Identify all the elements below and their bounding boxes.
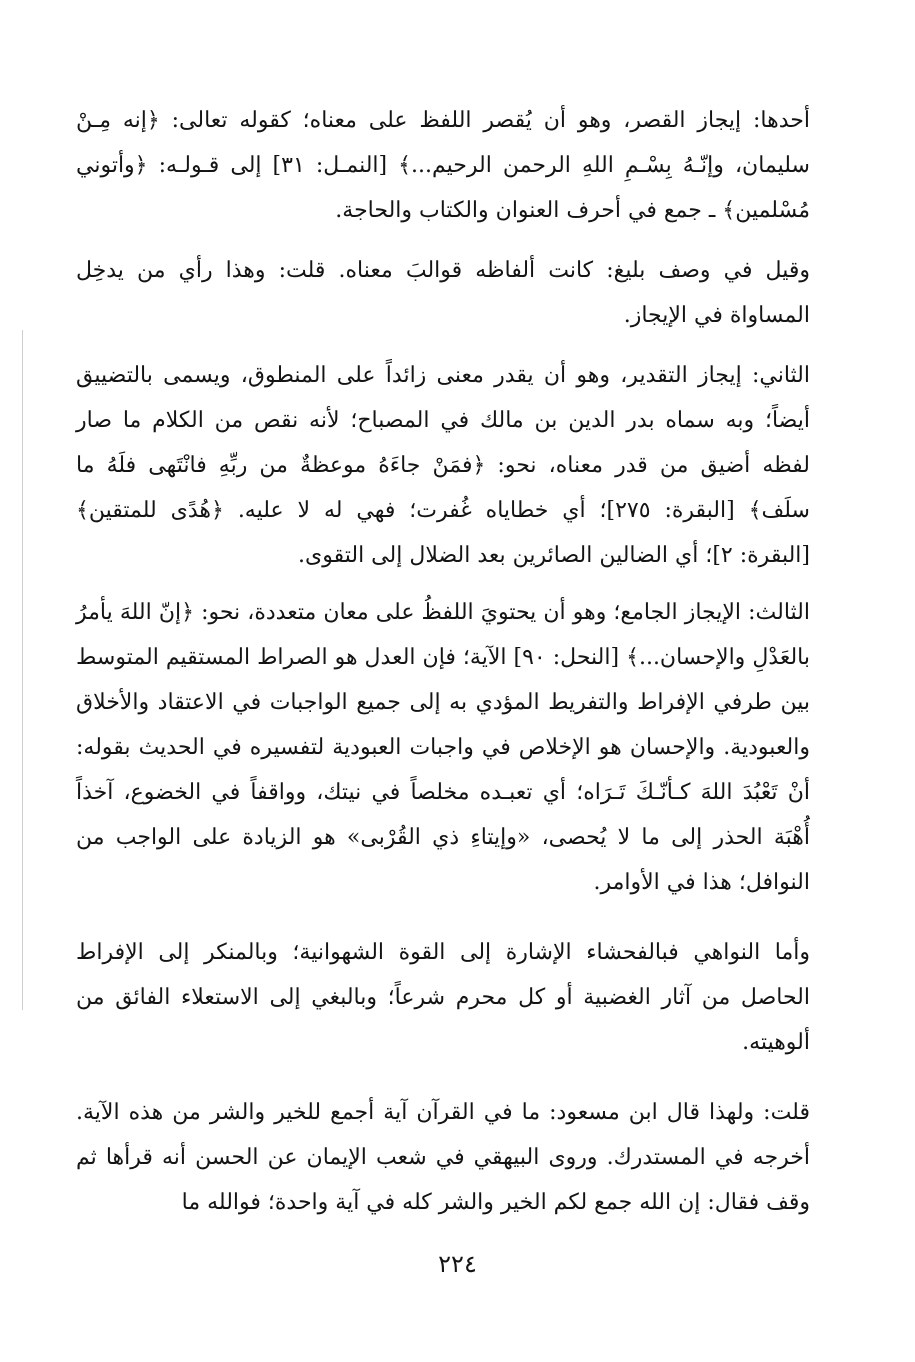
paragraph-text: أحدها: إيجاز القصر، وهو أن يُقصر اللفظ على معناه؛ كقوله تعالى: ﴿إنه مِـنْ سليمان، وإنّـهُ بِسْـمِ اللهِ الرحمن الرحيم...﴾ [النمـل: ٣١] إلى قـولـه: ﴿وأتوني مُسْلمين﴾ ـ جمع في أحرف العنوان والكتاب والحاجة. bbox=[76, 108, 810, 223]
paragraph-text: قلت: ولهذا قال ابن مسعود: ما في القرآن آية أجمع للخير والشر من هذه الآية. أخرجه في المستدرك. وروى البيهقي في شعب الإيمان عن الحسن أنه قرأها ثم وقف فقال: إن الله جمع لكم الخير والشر كله في آية واحدة؛ فوالله ما bbox=[76, 1100, 810, 1215]
paragraph-ijaz-taqdir bbox=[76, 353, 810, 578]
paragraph-ijaz-qasr bbox=[76, 98, 810, 233]
paragraph-text: الثالث: الإيجاز الجامع؛ وهو أن يحتويَ اللفظُ على معان متعددة، نحو: ﴿إنّ اللهَ يأمرُ بالعَدْلِ والإحسان...﴾ [النحل: ٩٠] الآية؛ فإن العدل هو الصراط المستقيم المتوسط بين طرفي الإفراط والتفريط المؤدي به إلى جميع الواجبات في الاعتقاد والأخلاق والعبودية. والإحسان هو الإخلاص في واجبات العبودية لتفسيره في الحديث بقوله: أنْ تَعْبُدَ اللهَ كـأنّـكَ تَـرَاه؛ أي تعبـده مخلصاً في نيتك، وواقفاً في الخضوع، آخذاً أُهْبَة الحذر إلى ما لا يُحصى، «وإيتاءِ ذي القُرْبى» هو الزيادة على الواجب من النوافل؛ هذا في الأوامر. bbox=[76, 600, 810, 895]
paragraph-baligh-description bbox=[76, 248, 810, 338]
page-number: ٢٢٤ bbox=[438, 1250, 477, 1278]
scan-edge-line bbox=[22, 330, 23, 1010]
paragraph-text: الثاني: إيجاز التقدير، وهو أن يقدر معنى زائداً على المنطوق، ويسمى بالتضييق أيضاً؛ وبه سماه بدر الدين بن مالك في المصباح؛ لأنه نقص من الكلام ما صار لفظه أضيق من قدر معناه، نحو: ﴿فمَنْ جاءَهُ موعظةٌ من ربِّهِ فانْتَهى فلَهُ ما سلَف﴾ [البقرة: ٢٧٥]؛ أي خطاياه غُفرت؛ فهي له لا عليه. ﴿هُدًى للمتقين﴾ [البقرة: ٢]؛ أي الضالين الصائرين بعد الضلال إلى التقوى. bbox=[76, 363, 810, 568]
paragraph-nawahi bbox=[76, 930, 810, 1065]
paragraph-ibn-masud bbox=[76, 1090, 810, 1225]
paragraph-text: وقيل في وصف بليغ: كانت ألفاظه قوالبَ معناه. قلت: وهذا رأي من يدخِل المساواة في الإيجاز. bbox=[76, 258, 810, 328]
paragraph-ijaz-jami bbox=[76, 590, 810, 905]
paragraph-text: وأما النواهي فبالفحشاء الإشارة إلى القوة الشهوانية؛ وبالمنكر إلى الإفراط الحاصل من آثار الغضبية أو كل محرم شرعاً؛ وبالبغي إلى الاستعلاء الفائق من ألوهيته. bbox=[76, 940, 810, 1055]
